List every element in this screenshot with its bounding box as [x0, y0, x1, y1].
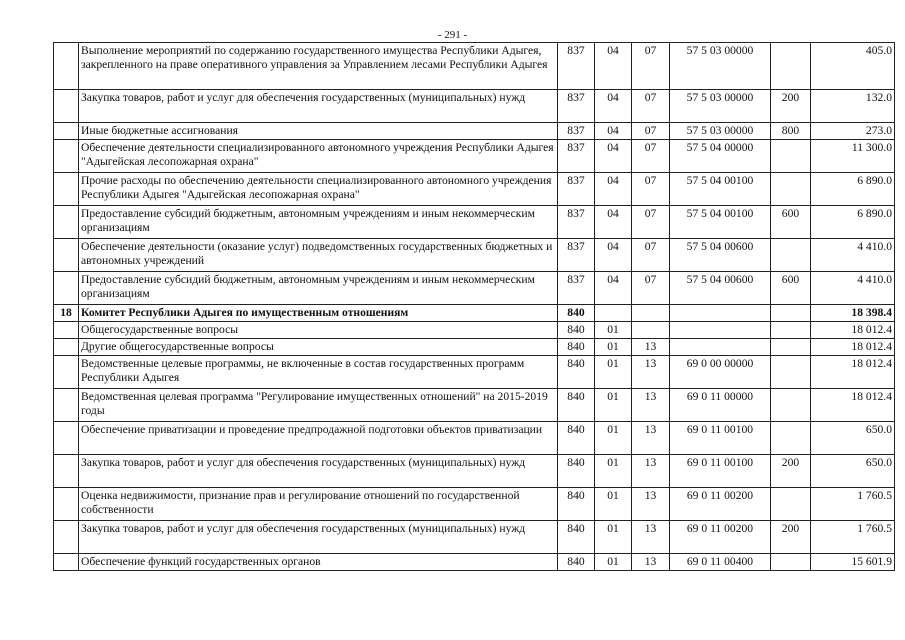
section-code-cell: 01 [595, 389, 632, 422]
amount-cell: 4 410.0 [811, 272, 895, 305]
subsection-code-cell: 13 [632, 356, 670, 389]
target-article-code-cell [670, 339, 771, 356]
subsection-code-cell: 07 [632, 43, 670, 90]
row-number-cell [54, 554, 79, 571]
section-code-cell: 01 [595, 322, 632, 339]
amount-cell: 18 398.4 [811, 305, 895, 322]
subsection-code-cell [632, 305, 670, 322]
expense-type-code-cell [771, 43, 811, 90]
item-name-cell: Обеспечение функций государственных органов [79, 554, 558, 571]
subsection-code-cell: 13 [632, 422, 670, 455]
table-row [54, 123, 895, 140]
target-article-code-cell: 57 5 04 00100 [670, 206, 771, 239]
section-code-cell: 04 [595, 272, 632, 305]
section-code-cell: 01 [595, 521, 632, 554]
target-article-code-cell: 69 0 11 00100 [670, 455, 771, 488]
target-article-code-cell: 57 5 04 00000 [670, 140, 771, 173]
item-name-cell: Прочие расходы по обеспечению деятельности специализированного автономного учреждения Республики Адыгея "Адыгейская лесопожарная охрана" [79, 173, 558, 206]
amount-cell: 15 601.9 [811, 554, 895, 571]
subsection-code-cell: 07 [632, 272, 670, 305]
row-number-cell [54, 206, 79, 239]
target-article-code-cell: 57 5 03 00000 [670, 43, 771, 90]
ministry-code-cell: 840 [558, 389, 595, 422]
table-row [54, 43, 895, 90]
table-row [54, 389, 895, 422]
section-code-cell: 04 [595, 239, 632, 272]
table-row [54, 339, 895, 356]
budget-table [53, 42, 895, 571]
target-article-code-cell: 57 5 04 00100 [670, 173, 771, 206]
amount-cell: 18 012.4 [811, 356, 895, 389]
subsection-code-cell: 13 [632, 389, 670, 422]
amount-cell: 18 012.4 [811, 389, 895, 422]
item-name-cell: Оценка недвижимости, признание прав и регулирование отношений по государственной собственности [79, 488, 558, 521]
table-row [54, 206, 895, 239]
target-article-code-cell: 69 0 11 00400 [670, 554, 771, 571]
amount-cell: 18 012.4 [811, 339, 895, 356]
row-number-cell [54, 521, 79, 554]
ministry-code-cell: 837 [558, 272, 595, 305]
table-row [54, 90, 895, 123]
item-name-cell: Обеспечение деятельности специализированного автономного учреждения Республики Адыгея "Адыгейская лесопожарная охрана" [79, 140, 558, 173]
item-name-cell: Другие общегосударственные вопросы [79, 339, 558, 356]
subsection-code-cell: 07 [632, 239, 670, 272]
amount-cell: 6 890.0 [811, 206, 895, 239]
ministry-code-cell: 840 [558, 554, 595, 571]
amount-cell: 405.0 [811, 43, 895, 90]
item-name-cell: Ведомственная целевая программа "Регулирование имущественных отношений" на 2015-2019 годы [79, 389, 558, 422]
ministry-code-cell: 837 [558, 43, 595, 90]
table-row [54, 488, 895, 521]
ministry-code-cell: 837 [558, 173, 595, 206]
ministry-code-cell: 837 [558, 206, 595, 239]
expense-type-code-cell [771, 389, 811, 422]
expense-type-code-cell [771, 356, 811, 389]
expense-type-code-cell: 600 [771, 272, 811, 305]
amount-cell: 650.0 [811, 422, 895, 455]
table-row [54, 521, 895, 554]
row-number-cell [54, 389, 79, 422]
row-number-cell [54, 422, 79, 455]
row-number-cell [54, 339, 79, 356]
item-name-cell: Закупка товаров, работ и услуг для обеспечения государственных (муниципальных) нужд [79, 521, 558, 554]
section-code-cell: 01 [595, 356, 632, 389]
amount-cell: 1 760.5 [811, 488, 895, 521]
row-number-cell [54, 239, 79, 272]
table-row [54, 239, 895, 272]
section-code-cell: 04 [595, 206, 632, 239]
expense-type-code-cell [771, 239, 811, 272]
subsection-code-cell: 07 [632, 140, 670, 173]
section-code-cell: 04 [595, 173, 632, 206]
ministry-code-cell: 840 [558, 488, 595, 521]
amount-cell: 18 012.4 [811, 322, 895, 339]
ministry-code-cell: 840 [558, 455, 595, 488]
expense-type-code-cell [771, 488, 811, 521]
amount-cell: 132.0 [811, 90, 895, 123]
target-article-code-cell [670, 305, 771, 322]
table-row [54, 272, 895, 305]
page-number: - 291 - [437, 29, 468, 41]
table-row [54, 455, 895, 488]
target-article-code-cell: 69 0 11 00200 [670, 521, 771, 554]
ministry-code-cell: 840 [558, 322, 595, 339]
table-row [54, 305, 895, 322]
target-article-code-cell: 69 0 11 00100 [670, 422, 771, 455]
ministry-code-cell: 840 [558, 521, 595, 554]
subsection-code-cell: 13 [632, 488, 670, 521]
target-article-code-cell: 69 0 00 00000 [670, 356, 771, 389]
expense-type-code-cell: 200 [771, 90, 811, 123]
table-row [54, 554, 895, 571]
item-name-cell: Иные бюджетные ассигнования [79, 123, 558, 140]
item-name-cell: Обеспечение приватизации и проведение предпродажной подготовки объектов приватизации [79, 422, 558, 455]
section-code-cell: 01 [595, 554, 632, 571]
row-number-cell [54, 272, 79, 305]
expense-type-code-cell: 200 [771, 521, 811, 554]
row-number-cell [54, 123, 79, 140]
table-row [54, 140, 895, 173]
amount-cell: 11 300.0 [811, 140, 895, 173]
section-code-cell: 04 [595, 140, 632, 173]
amount-cell: 650.0 [811, 455, 895, 488]
target-article-code-cell [670, 322, 771, 339]
expense-type-code-cell [771, 322, 811, 339]
subsection-code-cell: 07 [632, 206, 670, 239]
row-number-cell [54, 356, 79, 389]
item-name-cell: Общегосударственные вопросы [79, 322, 558, 339]
subsection-code-cell: 13 [632, 455, 670, 488]
section-code-cell: 01 [595, 455, 632, 488]
ministry-code-cell: 837 [558, 140, 595, 173]
item-name-cell: Комитет Республики Адыгея по имущественным отношениям [79, 305, 558, 322]
section-code-cell: 04 [595, 90, 632, 123]
item-name-cell: Закупка товаров, работ и услуг для обеспечения государственных (муниципальных) нужд [79, 455, 558, 488]
section-code-cell [595, 305, 632, 322]
amount-cell: 273.0 [811, 123, 895, 140]
expense-type-code-cell [771, 173, 811, 206]
row-number-cell [54, 455, 79, 488]
target-article-code-cell: 69 0 11 00000 [670, 389, 771, 422]
subsection-code-cell: 13 [632, 554, 670, 571]
subsection-code-cell: 07 [632, 90, 670, 123]
expense-type-code-cell: 600 [771, 206, 811, 239]
amount-cell: 6 890.0 [811, 173, 895, 206]
item-name-cell: Обеспечение деятельности (оказание услуг) подведомственных государственных бюджетных и автономных учреждений [79, 239, 558, 272]
subsection-code-cell [632, 322, 670, 339]
row-number-cell [54, 488, 79, 521]
expense-type-code-cell: 800 [771, 123, 811, 140]
row-number-cell [54, 140, 79, 173]
section-code-cell: 01 [595, 339, 632, 356]
item-name-cell: Закупка товаров, работ и услуг для обеспечения государственных (муниципальных) нужд [79, 90, 558, 123]
ministry-code-cell: 840 [558, 305, 595, 322]
section-code-cell: 04 [595, 123, 632, 140]
ministry-code-cell: 840 [558, 339, 595, 356]
section-code-cell: 01 [595, 422, 632, 455]
item-name-cell: Предоставление субсидий бюджетным, автономным учреждениям и иным некоммерческим организациям [79, 272, 558, 305]
ministry-code-cell: 840 [558, 422, 595, 455]
item-name-cell: Выполнение мероприятий по содержанию государственного имущества Республики Адыгея, закрепленного на праве оперативного управления за Управлением лесами Республики Адыгея [79, 43, 558, 90]
ministry-code-cell: 840 [558, 356, 595, 389]
table-row [54, 322, 895, 339]
row-number-cell [54, 90, 79, 123]
amount-cell: 4 410.0 [811, 239, 895, 272]
ministry-code-cell: 837 [558, 123, 595, 140]
subsection-code-cell: 07 [632, 173, 670, 206]
row-number-cell: 18 [54, 305, 79, 322]
expense-type-code-cell [771, 339, 811, 356]
target-article-code-cell: 57 5 04 00600 [670, 239, 771, 272]
subsection-code-cell: 13 [632, 339, 670, 356]
target-article-code-cell: 69 0 11 00200 [670, 488, 771, 521]
row-number-cell [54, 43, 79, 90]
item-name-cell: Предоставление субсидий бюджетным, автономным учреждениям и иным некоммерческим организациям [79, 206, 558, 239]
amount-cell: 1 760.5 [811, 521, 895, 554]
target-article-code-cell: 57 5 03 00000 [670, 90, 771, 123]
expense-type-code-cell: 200 [771, 455, 811, 488]
row-number-cell [54, 322, 79, 339]
item-name-cell: Ведомственные целевые программы, не включенные в состав государственных программ Республики Адыгея [79, 356, 558, 389]
subsection-code-cell: 07 [632, 123, 670, 140]
expense-type-code-cell [771, 140, 811, 173]
expense-type-code-cell [771, 554, 811, 571]
subsection-code-cell: 13 [632, 521, 670, 554]
target-article-code-cell: 57 5 03 00000 [670, 123, 771, 140]
section-code-cell: 01 [595, 488, 632, 521]
expense-type-code-cell [771, 305, 811, 322]
ministry-code-cell: 837 [558, 90, 595, 123]
table-row [54, 356, 895, 389]
row-number-cell [54, 173, 79, 206]
target-article-code-cell: 57 5 04 00600 [670, 272, 771, 305]
table-row [54, 173, 895, 206]
table-row [54, 422, 895, 455]
section-code-cell: 04 [595, 43, 632, 90]
expense-type-code-cell [771, 422, 811, 455]
ministry-code-cell: 837 [558, 239, 595, 272]
